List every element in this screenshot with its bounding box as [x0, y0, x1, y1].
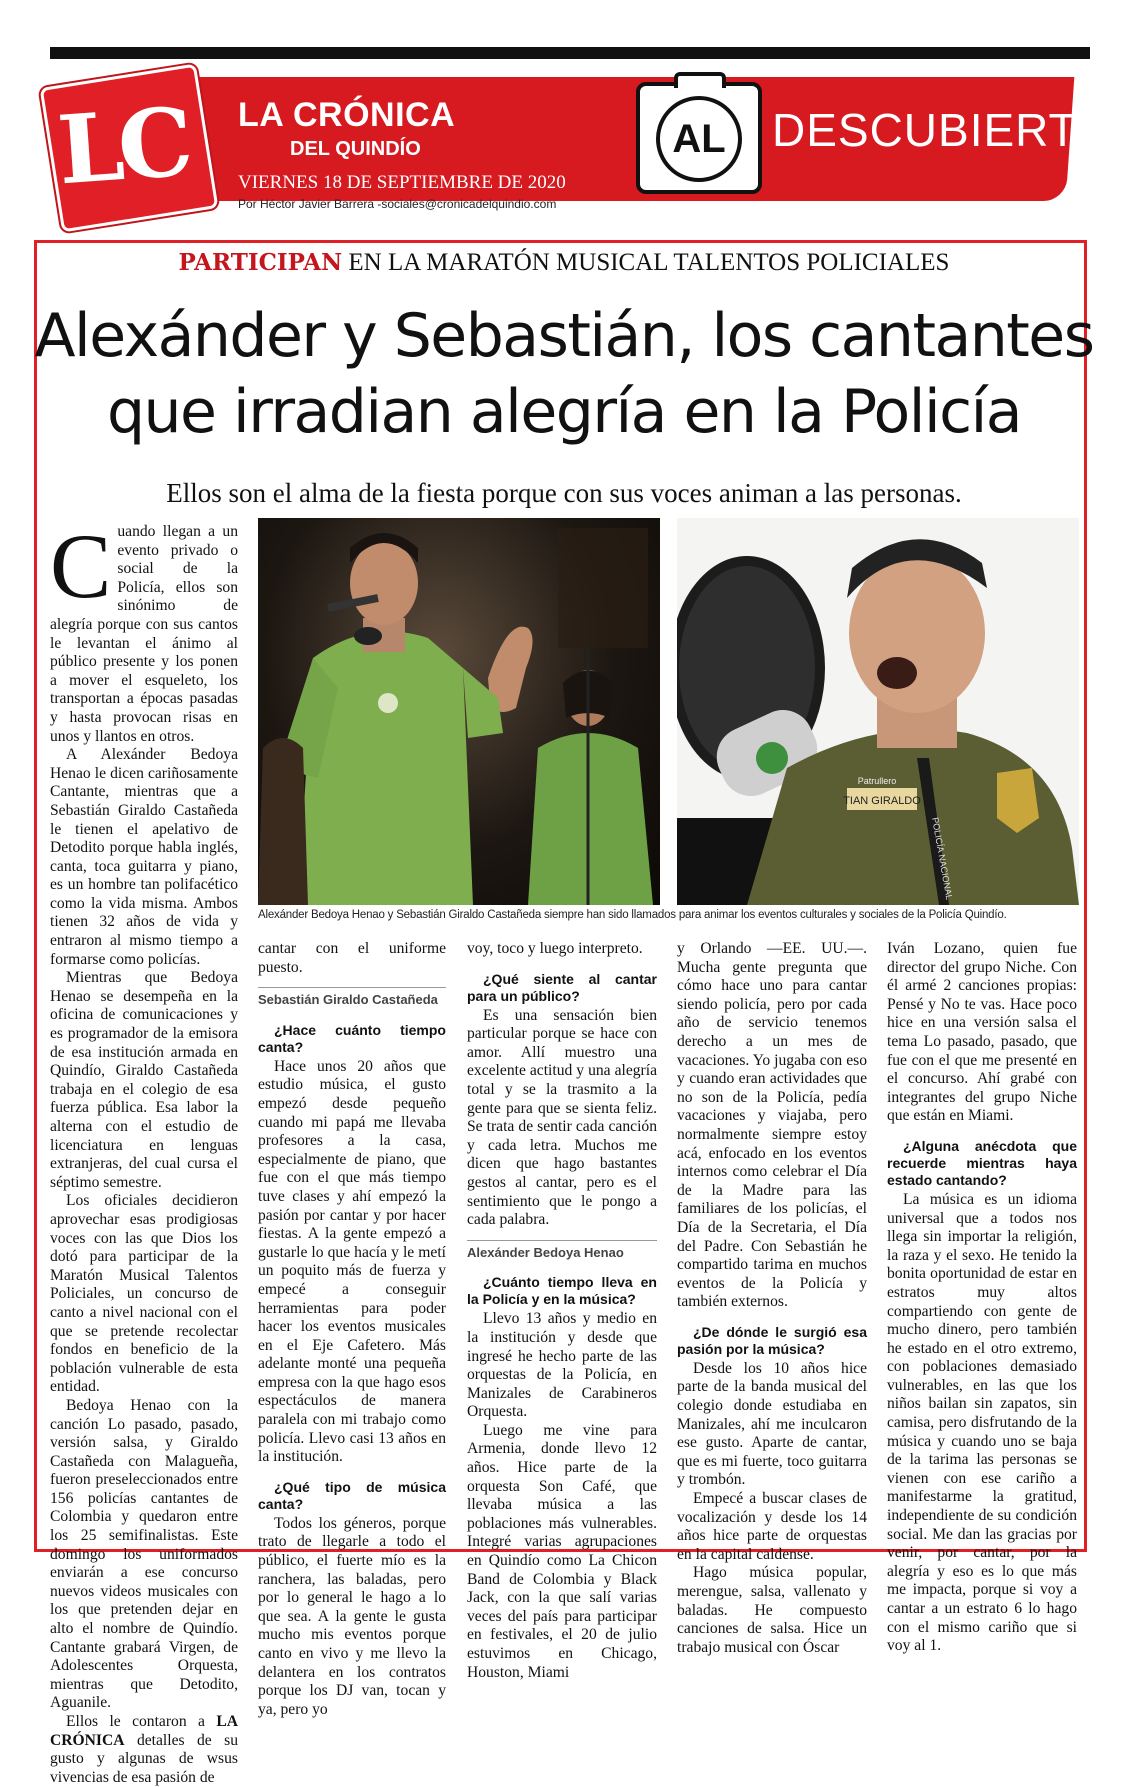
rank-text: Patrullero	[857, 776, 897, 786]
kicker	[0, 249, 1128, 277]
column-4	[677, 940, 867, 1657]
logo-letters: LC	[54, 87, 191, 207]
photo-caption: Alexánder Bedoya Henao y Sebastián Giraldo Castañeda siempre han sido llamados para animar los eventos culturales y sociales de la Policía Quindío.	[258, 909, 1007, 921]
paragraph-6	[50, 1713, 238, 1787]
paragraph-6-a: Ellos le contaron a	[66, 1713, 217, 1730]
paragraph-3: Mientras que Bedoya Henao se desempeña en la oficina de comunicaciones y es programador de la emisora de esa institución armada en Quindío, Giraldo Castañeda trabaja en el colegio de esa fuerza pública. Esa labor la alterna con el estudio de licenciatura en lenguas extranjeras, del cual cursa el séptimo semestre.	[50, 969, 238, 1191]
camera-icon	[636, 82, 762, 194]
answer-paragraph: Luego me vine para Armenia, donde llevo 12 años. Hice parte de la orquesta Son Café, que llevaba música a las poblaciones más vulnerables. Integré varias agrupaciones en Quindío como La Chicon Band de Colombia y Black Jack, con la que salí varias veces del país para participar en festivales, el 20 de julio estuvimos en Chicago, Houston, Miami	[467, 1421, 657, 1681]
question-heading: ¿Cuánto tiempo lleva en la Policía y en la música?	[467, 1274, 657, 1308]
dek: Ellos son el alma de la fiesta porque con sus voces animan a las personas.	[166, 478, 962, 508]
paragraph-cont: cantar con el uniforme puesto.	[258, 940, 446, 976]
top-rule	[50, 47, 1090, 59]
question-heading: ¿Qué siente al cantar para un público?	[467, 970, 657, 1004]
nameplate-text: TIAN GIRALDO	[843, 795, 921, 807]
answer-paragraph: La música es un idioma universal que a todos nos llega sin importar la religión, la raza y el sexo. He tenido la bonita oportunidad de estar en estratos muy altos compartiendo con gente de mucho dinero, pero también he estado en el otro extremo, con poblaciones demasiado vulnerables, en las que los niños bailan sin zapatos, sin camisa, pero disfrutando de la música y cuando uno se baja de la tarima las personas se vienen con ese cariño a manifestarme la gratitud, independiente de su condición social. Me dan las gracias por venir, por cantar, por la alegría y eso es lo que más me impacta, porque si voy a cantar a un estrato 6 lo hago con el mismo cariño que si voy al 1.	[887, 1190, 1077, 1655]
paragraph-1-text: uando llegan a un evento privado o social de la Policía, ellos son sinónimo de alegría porque con sus cantos le levantan el ánimo al público presente y los ponen a mover el esqueleto, los transportan a épocas pasadas y hasta provocan risas en unos y llantos en otros.	[50, 523, 238, 745]
headline-line-2: que irradian alegría en la Policía	[106, 377, 1022, 447]
byline: Por Héctor Javier Barrera -sociales@cronicadelquindio.com	[238, 197, 557, 211]
question-heading: ¿De dónde le surgió esa pasión por la música?	[677, 1323, 867, 1357]
question-heading: ¿Qué tipo de música canta?	[258, 1478, 446, 1512]
column-5	[887, 940, 1077, 1656]
answer-paragraph: Desde los 10 años hice parte de la banda musical del colegio donde estudiaba en Manizales, ahí me inculcaron ese gusto. Aparte de cantar, que es mi fuerte, toco guitarra y trombón.	[677, 1359, 867, 1489]
column-3	[467, 940, 657, 1682]
column-1	[50, 515, 238, 1787]
headline	[0, 298, 1128, 450]
photo-stage-performance	[258, 518, 660, 905]
column-2	[258, 940, 446, 1719]
paragraph-5: Bedoya Henao con la canción Lo pasado, pasado, versión salsa, y Giraldo Castañeda con Malagueña, fueron preseleccionados entre 156 policías cantantes de Colombia y quedaron entre los 25 semifinalistas. Este domingo los uniformados enviarán a ese concurso nuevos videos musicales con los que pretenden dejar en alto el nombre de Quindío. Cantante grabará Virgen, de Adolescentes Orquesta, mientras que Detodito, Aguanile.	[50, 1396, 238, 1712]
issue-date: VIERNES 18 DE SEPTIEMBRE DE 2020	[238, 172, 566, 193]
answer-paragraph: Es una sensación bien particular porque se hace con amor. Allí muestro una excelente actitud y una alegría total y se la trasmito a la gente para que se sienta feliz. Se trata de sentir cada canción y cada letra. Muchos me dicen que hago bastantes gestos al cantar, pero es el sentimiento que le pongo a cada palabra.	[467, 1006, 657, 1229]
publication-subtitle: DEL QUINDÍO	[290, 138, 421, 160]
interviewee-name: Sebastián Giraldo Castañeda	[258, 987, 446, 1010]
headline-line-1: Alexánder y Sebastián, los cantantes	[34, 301, 1094, 371]
paragraph-1	[50, 515, 238, 746]
section-badge: AL	[656, 96, 742, 182]
photo-studio-singer	[677, 518, 1079, 905]
paragraph-6-strong: LA CRÓNICA	[50, 1713, 238, 1749]
paragraph-cont: y Orlando —EE. UU.—. Mucha gente pregunta que cómo hace uno para cantar siendo policía, pero por cada año de servicio tenemos derecho a un mes de vacaciones. Yo jugaba con eso y cuando eran actividades que no son de la Policía, pedía vacaciones y viajaba, pero normalmente siempre estoy acá, enfocado en los eventos internos como celebrar el Día de la Madre para las familiares de los policías, el Día de la Secretaria, el Día del Padre. Con Sebastián he compartido tarima en muchos eventos de la Policía y también externos.	[677, 940, 867, 1311]
paragraph-2: A Alexánder Bedoya Henao le dicen cariñosamente Cantante, mientras que a Sebastián Giraldo Castañeda le tienen el apelativo de Detodito porque habla inglés, canta, toca guitarra y piano, es un hombre tan polifacético como la vida misma. Ambos tienen 32 años de vida y entraron al mismo tiempo a formarse como policías.	[50, 746, 238, 968]
answer-paragraph: Llevo 13 años y medio en la institución y desde que ingresé he hecho parte de las orquestas de la Policía, en Manizales de Carabineros Orquesta.	[467, 1310, 657, 1421]
strap-text: POLICÍA NACIONAL	[930, 816, 955, 901]
section-name: DESCUBIERTO	[772, 104, 1114, 156]
drop-cap: C	[50, 515, 112, 617]
publication-name: LA CRÓNICA	[238, 96, 456, 134]
interviewee-name: Alexánder Bedoya Henao	[467, 1240, 657, 1263]
answer-paragraph: Todos los géneros, porque trato de llegarle a todo el público, el fuerte mío es la ranchera, las baladas, pero por lo general le hago a lo que sea. A la gente le gusta mucho mis eventos porque canto en vivo y me llevo la delantera en los contratos porque los DJ van, tocan y ya, pero yo	[258, 1514, 446, 1718]
question-heading: ¿Hace cuánto tiempo canta?	[258, 1021, 446, 1055]
paragraph-6-b: detalles de su gusto y algunas de wsus vivencias de esa pasión de	[50, 1731, 238, 1786]
paragraph-cont: Iván Lozano, quien fue director del grupo Niche. Con él armé 2 canciones propias: Pensé y No te vas. Hace poco hice en una versión salsa el tema Lo pasado, pasado, que fue con el que me presenté en el concurso. Ahí grabé con integrantes del grupo Niche que están en Miami.	[887, 940, 1077, 1125]
paragraph-cont: voy, toco y luego interpreto.	[467, 940, 643, 957]
answer-paragraph: Hace unos 20 años que estudio música, el gusto empezó desde pequeño cuando mi papá me llevaba profesores a la casa, especialmente de piano, que fue con el que más tiempo tuve clases y ahí empezó la pasión por cantar y por hacer fiestas. A la gente empezó a gustarle lo que hacía y le metí un poquito más de fuerza y empecé a conseguir herramientas para poder hacer los eventos musicales en el Eje Cafetero. Más adelante monté una pequeña empresa con la que hago esos espectáculos de manera paralela con mi trabajo como policía. Llevo casi 13 años en la institución.	[258, 1057, 446, 1466]
answer-paragraph: Hago música popular, merengue, salsa, vallenato y baladas. He compuesto canciones de salsa. Hice un trabajo musical con Óscar	[677, 1564, 867, 1656]
question-heading: ¿Alguna anécdota que recuerde mientras haya estado cantando?	[887, 1137, 1077, 1188]
answer-paragraph: Empecé a buscar clases de vocalización y desde los 14 años hice parte de orquestas en la capital caldense.	[677, 1490, 867, 1563]
kicker-rest: EN LA MARATÓN MUSICAL TALENTOS POLICIALES	[342, 249, 950, 276]
paragraph-4: Los oficiales decidieron aprovechar esas prodigiosas voces con las que Dios los dotó para participar de la Maratón Musical Talentos Policiales, un concurso de canto a nivel nacional con el que se pretende recolectar fondos en beneficio de la población vulnerable de esta entidad.	[50, 1192, 238, 1396]
kicker-strong: PARTICIPAN	[178, 249, 343, 276]
